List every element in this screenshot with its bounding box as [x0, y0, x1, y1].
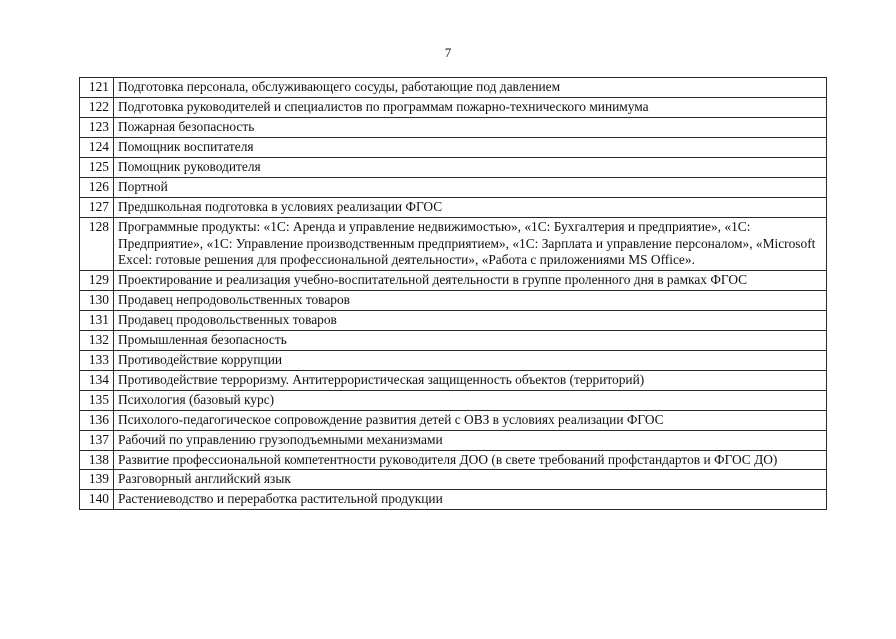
row-number: 121: [80, 78, 114, 98]
row-number: 128: [80, 218, 114, 271]
row-number: 134: [80, 370, 114, 390]
row-number: 130: [80, 290, 114, 310]
table-row: [80, 178, 827, 198]
course-name: Предшкольная подготовка в условиях реализации ФГОС: [114, 198, 827, 218]
page-number: 7: [444, 45, 452, 60]
row-number: 131: [80, 310, 114, 330]
course-name: Разговорный английский язык: [114, 470, 827, 490]
row-number: 132: [80, 330, 114, 350]
row-number: 137: [80, 430, 114, 450]
table-row: [80, 98, 827, 118]
row-number: 133: [80, 350, 114, 370]
table-row: [80, 218, 827, 271]
course-name: Проектирование и реализация учебно-воспитательной деятельности в группе проленного дня в рамках ФГОС: [114, 270, 827, 290]
table-row: [80, 410, 827, 430]
row-number: 135: [80, 390, 114, 410]
table-row: [80, 470, 827, 490]
course-name: Растениеводство и переработка растительной продукции: [114, 490, 827, 510]
table-row: [80, 158, 827, 178]
course-name: Подготовка персонала, обслуживающего сосуды, работающие под давлением: [114, 78, 827, 98]
row-number: 122: [80, 98, 114, 118]
row-number: 136: [80, 410, 114, 430]
course-name: Противодействие терроризму. Антитеррористическая защищенность объектов (территорий): [114, 370, 827, 390]
table-row: [80, 390, 827, 410]
table-row: [80, 350, 827, 370]
course-name: Помощник руководителя: [114, 158, 827, 178]
table-row: [80, 310, 827, 330]
course-name: Продавец продовольственных товаров: [114, 310, 827, 330]
row-number: 125: [80, 158, 114, 178]
course-name: Подготовка руководителей и специалистов по программам пожарно-технического минимума: [114, 98, 827, 118]
row-number: 129: [80, 270, 114, 290]
table-row: [80, 370, 827, 390]
table-row: [80, 430, 827, 450]
course-name: Продавец непродовольственных товаров: [114, 290, 827, 310]
course-list-table: [79, 77, 827, 510]
course-name: Помощник воспитателя: [114, 138, 827, 158]
table-row: [80, 490, 827, 510]
row-number: 123: [80, 118, 114, 138]
course-name: Промышленная безопасность: [114, 330, 827, 350]
table-row: [80, 78, 827, 98]
course-name: Рабочий по управлению грузоподъемными механизмами: [114, 430, 827, 450]
row-number: 124: [80, 138, 114, 158]
course-name: Программные продукты: «1С: Аренда и управление недвижимостью», «1С: Бухгалтерия и предприятие», «1С: Предприятие», «1С: Управление производственным предприятием», «1С: Зарплата и управление персоналом», «Microsoft Excel: готовые решения для профессиональной деятельности», «Работа с приложениями MS Office».: [114, 218, 827, 271]
table-row: [80, 290, 827, 310]
course-name: Пожарная безопасность: [114, 118, 827, 138]
course-name: Психология (базовый курс): [114, 390, 827, 410]
table-row: [80, 198, 827, 218]
table-row: [80, 118, 827, 138]
table-row: [80, 138, 827, 158]
table-row: [80, 270, 827, 290]
course-name: Развитие профессиональной компетентности руководителя ДОО (в свете требований профстандартов и ФГОС ДО): [114, 450, 827, 470]
row-number: 126: [80, 178, 114, 198]
course-name: Психолого-педагогическое сопровождение развития детей с ОВЗ в условиях реализации ФГОС: [114, 410, 827, 430]
row-number: 139: [80, 470, 114, 490]
row-number: 127: [80, 198, 114, 218]
table-row: [80, 450, 827, 470]
course-name: Противодействие коррупции: [114, 350, 827, 370]
course-name: Портной: [114, 178, 827, 198]
table-row: [80, 330, 827, 350]
row-number: 140: [80, 490, 114, 510]
row-number: 138: [80, 450, 114, 470]
